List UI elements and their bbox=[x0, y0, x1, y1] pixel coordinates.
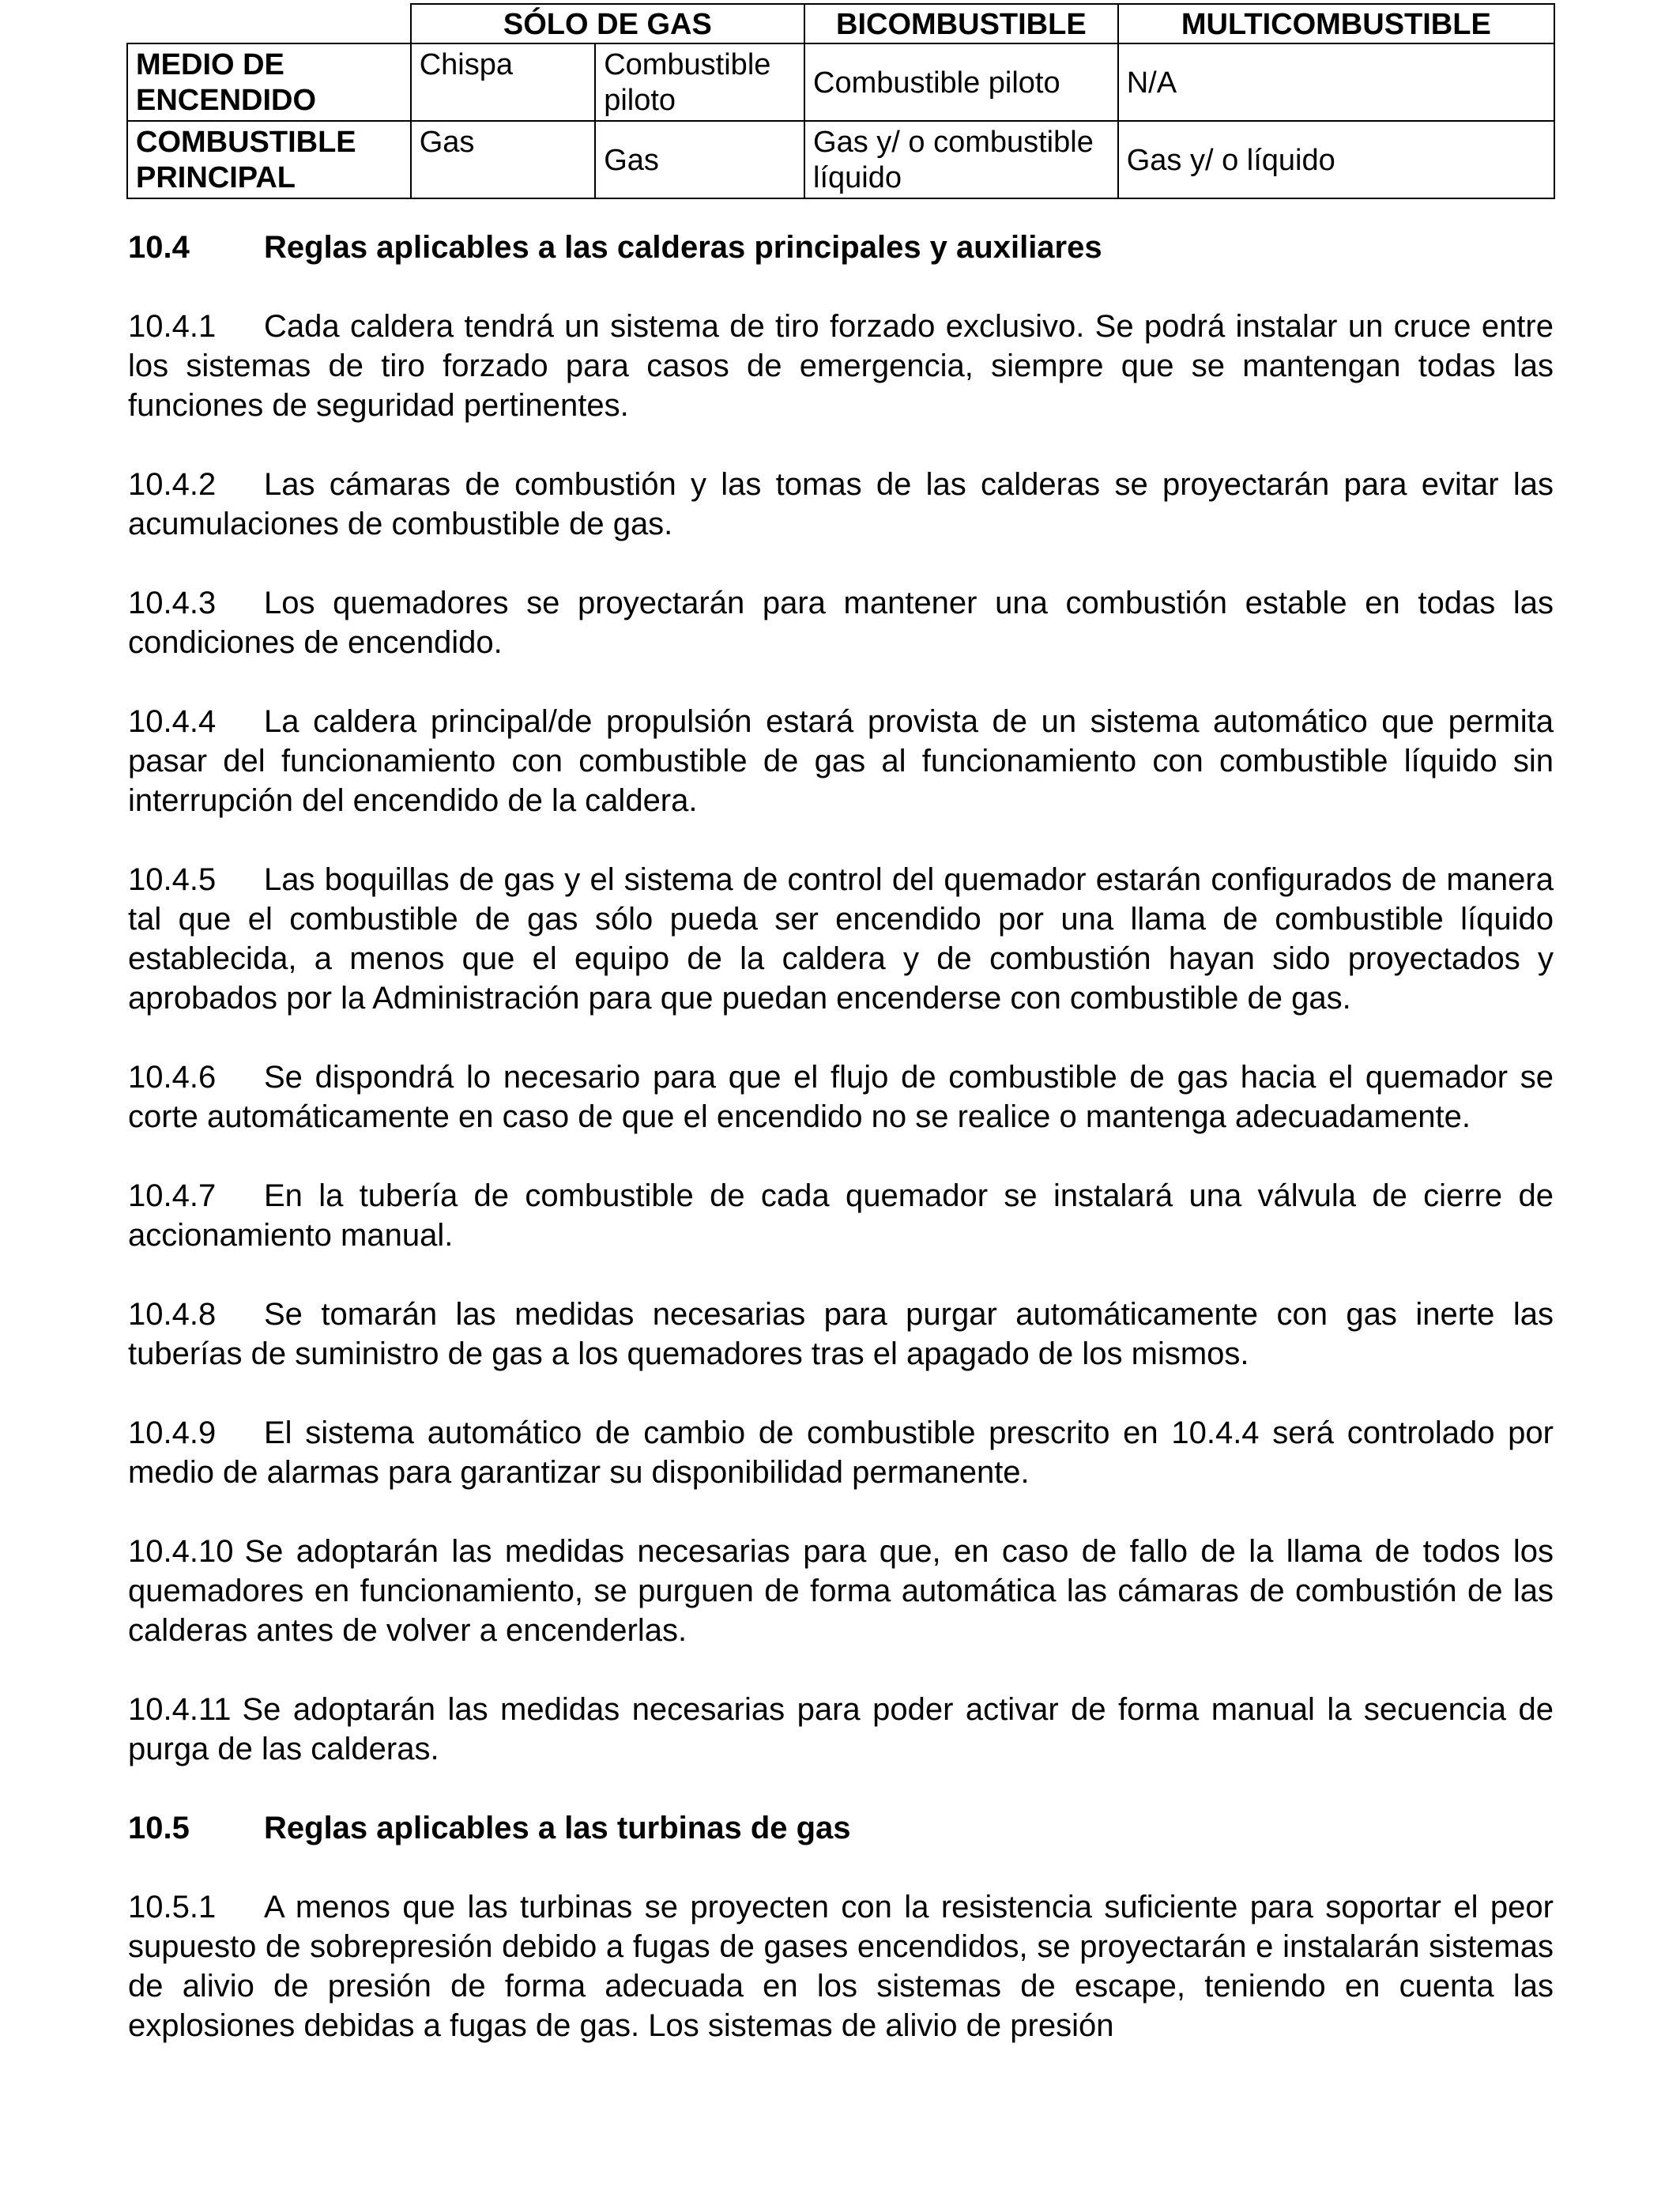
table-cell: Combustible piloto bbox=[595, 43, 804, 121]
header-dual-fuel: BICOMBUSTIBLE bbox=[804, 4, 1118, 43]
paragraph-text: Se adoptarán las medidas necesarias para poder activar de forma manual la secuencia de purga de las calderas. bbox=[128, 1692, 1554, 1766]
table-cell: Gas bbox=[411, 121, 596, 198]
paragraph-10-4-6 bbox=[128, 1057, 1554, 1137]
header-multi-fuel: MULTICOMBUSTIBLE bbox=[1118, 4, 1554, 43]
fuel-type-table bbox=[126, 3, 1555, 199]
paragraph-10-4-8 bbox=[128, 1295, 1554, 1374]
paragraph-text: Cada caldera tendrá un sistema de tiro forzado exclusivo. Se podrá instalar un cruce entre los sistemas de tiro forzado para casos de emergencia, siempre que se mantengan todas las funciones de seguridad pertinentes. bbox=[128, 309, 1554, 423]
paragraph-10-4-3 bbox=[128, 583, 1554, 662]
row-label-ignition: MEDIO DE ENCENDIDO bbox=[127, 43, 411, 121]
paragraph-10-4-11 bbox=[128, 1690, 1554, 1769]
table-cell: Combustible piloto bbox=[804, 43, 1118, 121]
header-gas-only: SÓLO DE GAS bbox=[411, 4, 804, 43]
paragraph-number: 10.4.8 bbox=[128, 1297, 217, 1332]
section-title: Reglas aplicables a las turbinas de gas bbox=[264, 1811, 851, 1845]
paragraph-number: 10.4.11 bbox=[128, 1692, 232, 1727]
paragraph-text: Se tomarán las medidas necesarias para purgar automáticamente con gas inerte las tuberías de suministro de gas a los quemadores tras el apagado de los mismos. bbox=[128, 1297, 1554, 1371]
paragraph-10-4-7 bbox=[128, 1176, 1554, 1255]
paragraph-number: 10.4.3 bbox=[128, 586, 217, 620]
table-cell: Gas y/ o líquido bbox=[1118, 121, 1554, 198]
paragraph-text: Las boquillas de gas y el sistema de control del quemador estarán configurados de manera tal que el combustible de gas sólo pueda ser encendido por una llama de combustible líquido establecida, a menos que el equipo de la caldera y de combustión hayan sido proyectados y aprobados por la Administración para que puedan encenderse con combustible de gas. bbox=[128, 862, 1554, 1016]
table-cell: Gas y/ o combustible líquido bbox=[804, 121, 1118, 198]
table-corner-cell bbox=[127, 4, 411, 43]
paragraph-10-4-1 bbox=[128, 307, 1554, 425]
table-cell: N/A bbox=[1118, 43, 1554, 121]
paragraph-text: Se dispondrá lo necesario para que el flujo de combustible de gas hacia el quemador se corte automáticamente en caso de que el encendido no se realice o mantenga adecuadamente. bbox=[128, 1060, 1554, 1134]
section-number: 10.5 bbox=[128, 1811, 190, 1845]
table-cell: Gas bbox=[595, 121, 804, 198]
paragraph-10-4-9 bbox=[128, 1413, 1554, 1492]
section-heading-10-5 bbox=[128, 1808, 1554, 1848]
table-row bbox=[127, 121, 1554, 198]
paragraph-number: 10.4.5 bbox=[128, 862, 217, 897]
paragraph-10-4-10 bbox=[128, 1532, 1554, 1650]
section-number: 10.4 bbox=[128, 230, 190, 265]
section-title: Reglas aplicables a las calderas principales y auxiliares bbox=[264, 230, 1102, 265]
row-label-main-fuel: COMBUSTIBLE PRINCIPAL bbox=[127, 121, 411, 198]
table-cell: Chispa bbox=[411, 43, 596, 121]
paragraph-number: 10.5.1 bbox=[128, 1890, 217, 1924]
paragraph-number: 10.4.2 bbox=[128, 467, 217, 502]
paragraph-number: 10.4.7 bbox=[128, 1178, 217, 1213]
paragraph-text: A menos que las turbinas se proyecten con la resistencia suficiente para soportar el peor supuesto de sobrepresión debido a fugas de gases encendidos, se proyectarán e instalarán sistemas de alivio de presión de forma adecuada en los sistemas de escape, teniendo en cuenta las explosiones debidas a fugas de gas. Los sistemas de alivio de presión bbox=[128, 1890, 1554, 2043]
paragraph-number: 10.4.4 bbox=[128, 704, 217, 739]
paragraph-number: 10.4.10 bbox=[128, 1534, 234, 1569]
paragraph-number: 10.4.6 bbox=[128, 1060, 217, 1095]
document-body bbox=[128, 228, 1554, 2085]
paragraph-text: Los quemadores se proyectarán para mantener una combustión estable en todas las condiciones de encendido. bbox=[128, 586, 1554, 660]
paragraph-number: 10.4.1 bbox=[128, 309, 217, 344]
paragraph-10-4-4 bbox=[128, 702, 1554, 820]
paragraph-10-5-1 bbox=[128, 1887, 1554, 2045]
paragraph-text: Se adoptarán las medidas necesarias para que, en caso de fallo de la llama de todos los quemadores en funcionamiento, se purguen de forma automática las cámaras de combustión de las calderas antes de volver a encenderlas. bbox=[128, 1534, 1554, 1648]
paragraph-text: El sistema automático de cambio de combustible prescrito en 10.4.4 será controlado por medio de alarmas para garantizar su disponibilidad permanente. bbox=[128, 1416, 1554, 1490]
paragraph-10-4-2 bbox=[128, 465, 1554, 544]
section-heading-10-4 bbox=[128, 228, 1554, 267]
paragraph-10-4-5 bbox=[128, 860, 1554, 1018]
paragraph-text: Las cámaras de combustión y las tomas de las calderas se proyectarán para evitar las acumulaciones de combustible de gas. bbox=[128, 467, 1554, 541]
paragraph-number: 10.4.9 bbox=[128, 1416, 217, 1450]
table-header-row bbox=[127, 4, 1554, 43]
paragraph-text: La caldera principal/de propulsión estará provista de un sistema automático que permita pasar del funcionamiento con combustible de gas al funcionamiento con combustible líquido sin interrupción del encendido de la caldera. bbox=[128, 704, 1554, 818]
table-row bbox=[127, 43, 1554, 121]
paragraph-text: En la tubería de combustible de cada quemador se instalará una válvula de cierre de accionamiento manual. bbox=[128, 1178, 1554, 1253]
